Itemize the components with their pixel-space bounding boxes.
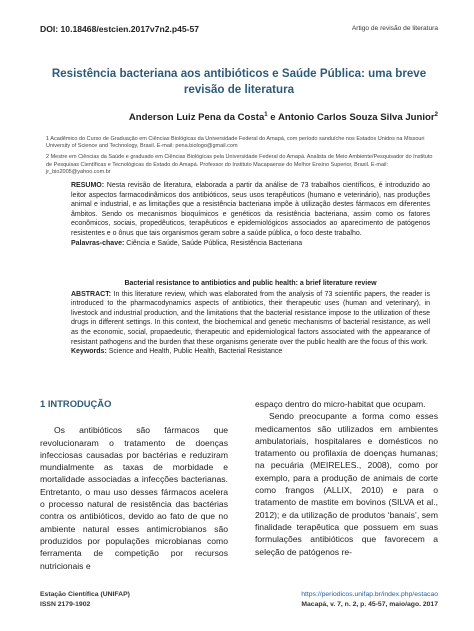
footer-journal-name: Estação Científica (UNIFAP) [40, 591, 130, 598]
keywords-en-text: Science and Health, Public Health, Bacterial Resistance [106, 348, 283, 356]
keywords-pt-label: Palavras-chave: [71, 239, 125, 247]
author-1-name: Anderson Luiz Pena da Costa [128, 112, 265, 124]
body-column-left [40, 398, 228, 572]
body-paragraph-1: Os antibióticos são fármacos que revolucionaram o tratamento de doenças infecciosas causadas por bactérias e reduziram mundialmente as taxas de morbidade e mortalidade associadas a infecções bacterianas. Entretanto, o mau uso desses fármacos acelera o processo natural de resistência das bactérias contra os antibióticos, devido ao fato de que no ambiente natural esses antimicrobianos são produzidos por populações microbianas como ferramenta de competição por recursos nutricionais e [40, 425, 228, 571]
author-2-affil-mark: 2 [434, 112, 438, 118]
footer-citation-info [301, 590, 438, 610]
abstract-pt-body [71, 181, 430, 239]
keywords-pt-text: Ciência e Saúde, Saúde Pública, Resistência Bacteriana [124, 239, 303, 247]
keywords-en-label: Keywords: [71, 348, 107, 356]
affiliation-1: 1 Acadêmico do Curso de Graduação em Ciências Biológicas da Universidade Federal do Amapá, com período sanduíche nos Estados Unidos na Missouri University of Science and Technology, Brasil. E-mail: pena.biologo@gmail.com [46, 136, 425, 150]
doi-text: DOI: 10.18468/estcien.2017v7n2.p45-57 [40, 24, 200, 34]
body-paragraph-2: Sendo preocupante a forma como esses medicamentos são utilizados em ambientes ambulatoriais, hospitalares e domésticos no tratamento ou profilaxia de doenças humanas; na pecuária (MEIRELES., 2008), como por exemplo, para a produção de animais de corte como frangos (ALLIX, 2010) e para o tratamento de mastite em bovinos (SILVA et al., 2012); e da utilização de produtos ‘banais’, sem finalidade terapêutica que possuem em suas formulações antibióticos que favorecem a seleção de patógenos re- [255, 411, 438, 557]
keywords-pt [71, 239, 430, 249]
abstract-en-body [71, 290, 430, 348]
abstract-pt-text: Nesta revisão de literatura, elaborada a partir da análise de 73 trabalhos científicos, é introduzido ao leitor aspectos farmacodinâmicos dos antibióticos, seus usos terapêuticos (humano e veterinário), nas produções animal e industrial, e as limitações que a resistência bacteriana impõe à utilização destes fármacos em diferentes âmbitos. Sendo os mecanismos bioquímicos e genéticos da resistência bacteriana, assim como os fatores econômicos, sociais, propedêuticos, terapêuticos e epidemiológicos associados ao aparecimento de patógenos resistentes e o ônus que tais organismos geram sobre a saúde pública, o foco deste trabalho. [71, 182, 430, 237]
abstract-en-label: ABSTRACT: [71, 290, 112, 298]
body-paragraph-continued: espaço dentro do micro-habitat que ocupam. [255, 399, 426, 409]
footer-citation: Macapá, v. 7, n. 2, p. 45-57, maio/ago. 2017 [301, 601, 438, 608]
footer-journal-link[interactable]: https://periodicos.unifap.br/index.php/estacao [301, 591, 438, 598]
author-line [40, 112, 438, 123]
page-header [40, 24, 438, 38]
article-title: Resistência bacteriana aos antibióticos e Saúde Pública: uma breve revisão de literatura [51, 67, 427, 96]
section-heading: 1 INTRODUÇÃO [40, 398, 112, 409]
footer-journal-info [40, 590, 130, 610]
keywords-en [71, 347, 430, 357]
abstract-pt-label: RESUMO: [71, 182, 105, 189]
abstract-en-text: In this literature review, which was elaborated from the analysis of 73 scientific papers, the reader is introduced to the pharmacodynamics aspects of antibiotics, their therapeutic uses (human and veterinary), in livestock and industrial production, and the limitations that the bacterial resistance impose to the utilization of these drugs in different settings. In this context, the biochemical and genetic mechanisms of bacterial resistance, as well as the economic, social, propaedeutic, therapeutic and epidemiological factors associated with the appearance of resistant pathogens and the burden that these organisms generate over the public health are the focus of this work. [71, 290, 430, 346]
abstract-english [71, 279, 430, 357]
abstract-portuguese [71, 181, 430, 248]
affiliation-2: 2 Mestre em Ciências da Saúde e graduado em Ciências Biológicas pela Universidade Federal do Amapá. Analista de Meio Ambiente/Pesquisador do Instituto de Pesquisas Científicas e Tecnológicas do Estado do Amapá. Professor do Instituto Macapaense do Melhor Ensino Superior, Brasil. E-mail: jr_bio2005@yahoo.com.br [46, 154, 433, 175]
affiliations [46, 136, 434, 180]
author-1-affil-mark: 1 [264, 112, 268, 118]
article-type-label: Artigo de revisão de literatura [351, 25, 438, 32]
abstract-en-title: Bacterial resistance to antibiotics and public health: a brief literature review [124, 280, 377, 287]
author-2-name: Antonio Carlos Souza Silva Junior [277, 112, 435, 124]
footer-issn: ISSN 2179-1902 [40, 601, 91, 608]
body-column-right [255, 398, 438, 558]
author-connector: e [267, 112, 278, 124]
